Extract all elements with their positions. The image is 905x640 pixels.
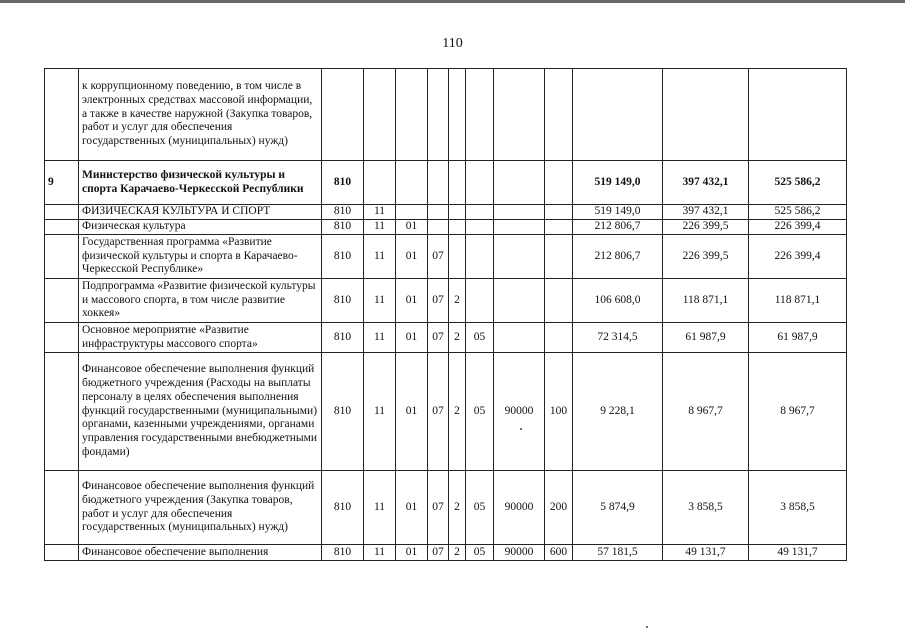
direction-code-cell	[494, 323, 545, 353]
row-name-cell: Финансовое обеспечение выполнения	[79, 545, 322, 561]
table-row	[45, 205, 847, 220]
subsection-code-cell	[396, 205, 428, 220]
direction-code-cell: 90000	[494, 545, 545, 561]
amount-year-1-cell: 5 874,9	[573, 471, 663, 545]
amount-year-2-cell: 3 858,5	[663, 471, 749, 545]
amount-year-2-cell: 49 131,7	[663, 545, 749, 561]
expense-type-cell: 100	[545, 353, 573, 471]
expense-type-cell: 600	[545, 545, 573, 561]
ved-code-cell: 810	[322, 279, 364, 323]
activity-code-cell	[466, 279, 494, 323]
expense-type-cell	[545, 69, 573, 161]
row-name-cell: Министерство физической культуры и спорта Карачаево-Черкесской Республики	[79, 161, 322, 205]
budget-table	[44, 68, 847, 561]
table-row	[45, 353, 847, 471]
amount-year-1-cell: 72 314,5	[573, 323, 663, 353]
subprogram-code-cell: 2	[449, 353, 466, 471]
subprogram-code-cell: 2	[449, 323, 466, 353]
amount-year-2-cell: 226 399,5	[663, 220, 749, 235]
row-name-cell: Основное мероприятие «Развитие инфраструктуры массового спорта»	[79, 323, 322, 353]
ved-code-cell: 810	[322, 220, 364, 235]
amount-year-1-cell	[573, 69, 663, 161]
section-code-cell	[364, 161, 396, 205]
direction-code-cell	[494, 161, 545, 205]
amount-year-2-cell: 397 432,1	[663, 205, 749, 220]
ved-code-cell: 810	[322, 235, 364, 279]
row-number-cell	[45, 69, 79, 161]
subsection-code-cell: 01	[396, 353, 428, 471]
row-number-cell	[45, 205, 79, 220]
amount-year-3-cell	[749, 69, 847, 161]
ved-code-cell: 810	[322, 353, 364, 471]
amount-year-1-cell: 106 608,0	[573, 279, 663, 323]
program-code-cell	[428, 220, 449, 235]
direction-code-cell: 90000	[494, 353, 545, 471]
subsection-code-cell: 01	[396, 323, 428, 353]
ved-code-cell	[322, 69, 364, 161]
activity-code-cell	[466, 220, 494, 235]
program-code-cell	[428, 161, 449, 205]
expense-type-cell	[545, 161, 573, 205]
table-row	[45, 545, 847, 561]
table-row	[45, 279, 847, 323]
section-code-cell: 11	[364, 220, 396, 235]
budget-table-body	[45, 69, 847, 561]
subprogram-code-cell	[449, 161, 466, 205]
amount-year-3-cell: 525 586,2	[749, 205, 847, 220]
table-row	[45, 235, 847, 279]
ved-code-cell: 810	[322, 323, 364, 353]
scan-speck	[646, 626, 648, 628]
row-name-cell: Финансовое обеспечение выполнения функций бюджетного учреждения (Закупка товаров, работ и услуг для обеспечения государственных (муниципальных) нужд)	[79, 471, 322, 545]
activity-code-cell: 05	[466, 323, 494, 353]
direction-code-cell: 90000	[494, 471, 545, 545]
subsection-code-cell	[396, 161, 428, 205]
direction-code-cell	[494, 235, 545, 279]
expense-type-cell: 200	[545, 471, 573, 545]
amount-year-3-cell: 226 399,4	[749, 235, 847, 279]
page-number: 110	[442, 36, 463, 51]
scan-speck	[520, 428, 522, 430]
program-code-cell: 07	[428, 235, 449, 279]
amount-year-2-cell: 118 871,1	[663, 279, 749, 323]
row-number-cell: 9	[45, 161, 79, 205]
amount-year-1-cell: 212 806,7	[573, 235, 663, 279]
amount-year-1-cell: 57 181,5	[573, 545, 663, 561]
row-number-cell	[45, 220, 79, 235]
direction-code-cell	[494, 69, 545, 161]
row-number-cell	[45, 545, 79, 561]
amount-year-2-cell: 8 967,7	[663, 353, 749, 471]
amount-year-1-cell: 519 149,0	[573, 205, 663, 220]
section-code-cell: 11	[364, 545, 396, 561]
table-row	[45, 161, 847, 205]
amount-year-2-cell: 397 432,1	[663, 161, 749, 205]
expense-type-cell	[545, 220, 573, 235]
program-code-cell: 07	[428, 471, 449, 545]
ved-code-cell: 810	[322, 161, 364, 205]
table-row	[45, 69, 847, 161]
subprogram-code-cell: 2	[449, 471, 466, 545]
amount-year-3-cell: 8 967,7	[749, 353, 847, 471]
row-number-cell	[45, 353, 79, 471]
ved-code-cell: 810	[322, 205, 364, 220]
activity-code-cell	[466, 205, 494, 220]
amount-year-3-cell: 49 131,7	[749, 545, 847, 561]
section-code-cell	[364, 69, 396, 161]
amount-year-2-cell	[663, 69, 749, 161]
ved-code-cell: 810	[322, 545, 364, 561]
row-number-cell	[45, 471, 79, 545]
amount-year-3-cell: 226 399,4	[749, 220, 847, 235]
amount-year-1-cell: 212 806,7	[573, 220, 663, 235]
row-number-cell	[45, 279, 79, 323]
expense-type-cell	[545, 205, 573, 220]
program-code-cell	[428, 69, 449, 161]
activity-code-cell: 05	[466, 471, 494, 545]
row-name-cell: к коррупционному поведению, в том числе в электронных средствах массовой информации, а также в качестве наружной (Закупка товаров, работ и услуг для обеспечения государственных (муниципальных) нужд)	[79, 69, 322, 161]
program-code-cell: 07	[428, 545, 449, 561]
page-top-edge	[0, 0, 905, 3]
subprogram-code-cell	[449, 235, 466, 279]
row-name-cell: Государственная программа «Развитие физической культуры и спорта в Карачаево-Черкесской Республике»	[79, 235, 322, 279]
row-name-cell: ФИЗИЧЕСКАЯ КУЛЬТУРА И СПОРТ	[79, 205, 322, 220]
program-code-cell: 07	[428, 323, 449, 353]
direction-code-cell	[494, 279, 545, 323]
section-code-cell: 11	[364, 279, 396, 323]
activity-code-cell	[466, 235, 494, 279]
subsection-code-cell: 01	[396, 279, 428, 323]
section-code-cell: 11	[364, 323, 396, 353]
table-row	[45, 471, 847, 545]
section-code-cell: 11	[364, 471, 396, 545]
activity-code-cell: 05	[466, 353, 494, 471]
subprogram-code-cell	[449, 220, 466, 235]
amount-year-3-cell: 525 586,2	[749, 161, 847, 205]
section-code-cell: 11	[364, 235, 396, 279]
row-name-cell: Подпрограмма «Развитие физической культуры и массового спорта, в том числе развитие хоккея»	[79, 279, 322, 323]
direction-code-cell	[494, 220, 545, 235]
activity-code-cell: 05	[466, 545, 494, 561]
subprogram-code-cell: 2	[449, 279, 466, 323]
subsection-code-cell: 01	[396, 220, 428, 235]
subsection-code-cell	[396, 69, 428, 161]
direction-code-cell	[494, 205, 545, 220]
expense-type-cell	[545, 235, 573, 279]
section-code-cell: 11	[364, 205, 396, 220]
table-row	[45, 220, 847, 235]
program-code-cell: 07	[428, 353, 449, 471]
row-name-cell: Физическая культура	[79, 220, 322, 235]
program-code-cell: 07	[428, 279, 449, 323]
row-number-cell	[45, 235, 79, 279]
row-name-cell: Финансовое обеспечение выполнения функций бюджетного учреждения (Расходы на выплаты персоналу в целях обеспечения выполнения функций государственными (муниципальными) органами, казенными учреждениями, органами управления государственными внебюджетными фондами)	[79, 353, 322, 471]
expense-type-cell	[545, 323, 573, 353]
amount-year-2-cell: 226 399,5	[663, 235, 749, 279]
subprogram-code-cell	[449, 69, 466, 161]
amount-year-3-cell: 3 858,5	[749, 471, 847, 545]
program-code-cell	[428, 205, 449, 220]
activity-code-cell	[466, 69, 494, 161]
expense-type-cell	[545, 279, 573, 323]
amount-year-1-cell: 519 149,0	[573, 161, 663, 205]
amount-year-1-cell: 9 228,1	[573, 353, 663, 471]
table-row	[45, 323, 847, 353]
subsection-code-cell: 01	[396, 471, 428, 545]
subprogram-code-cell: 2	[449, 545, 466, 561]
amount-year-3-cell: 61 987,9	[749, 323, 847, 353]
subsection-code-cell: 01	[396, 235, 428, 279]
section-code-cell: 11	[364, 353, 396, 471]
amount-year-3-cell: 118 871,1	[749, 279, 847, 323]
row-number-cell	[45, 323, 79, 353]
subprogram-code-cell	[449, 205, 466, 220]
ved-code-cell: 810	[322, 471, 364, 545]
subsection-code-cell: 01	[396, 545, 428, 561]
activity-code-cell	[466, 161, 494, 205]
amount-year-2-cell: 61 987,9	[663, 323, 749, 353]
